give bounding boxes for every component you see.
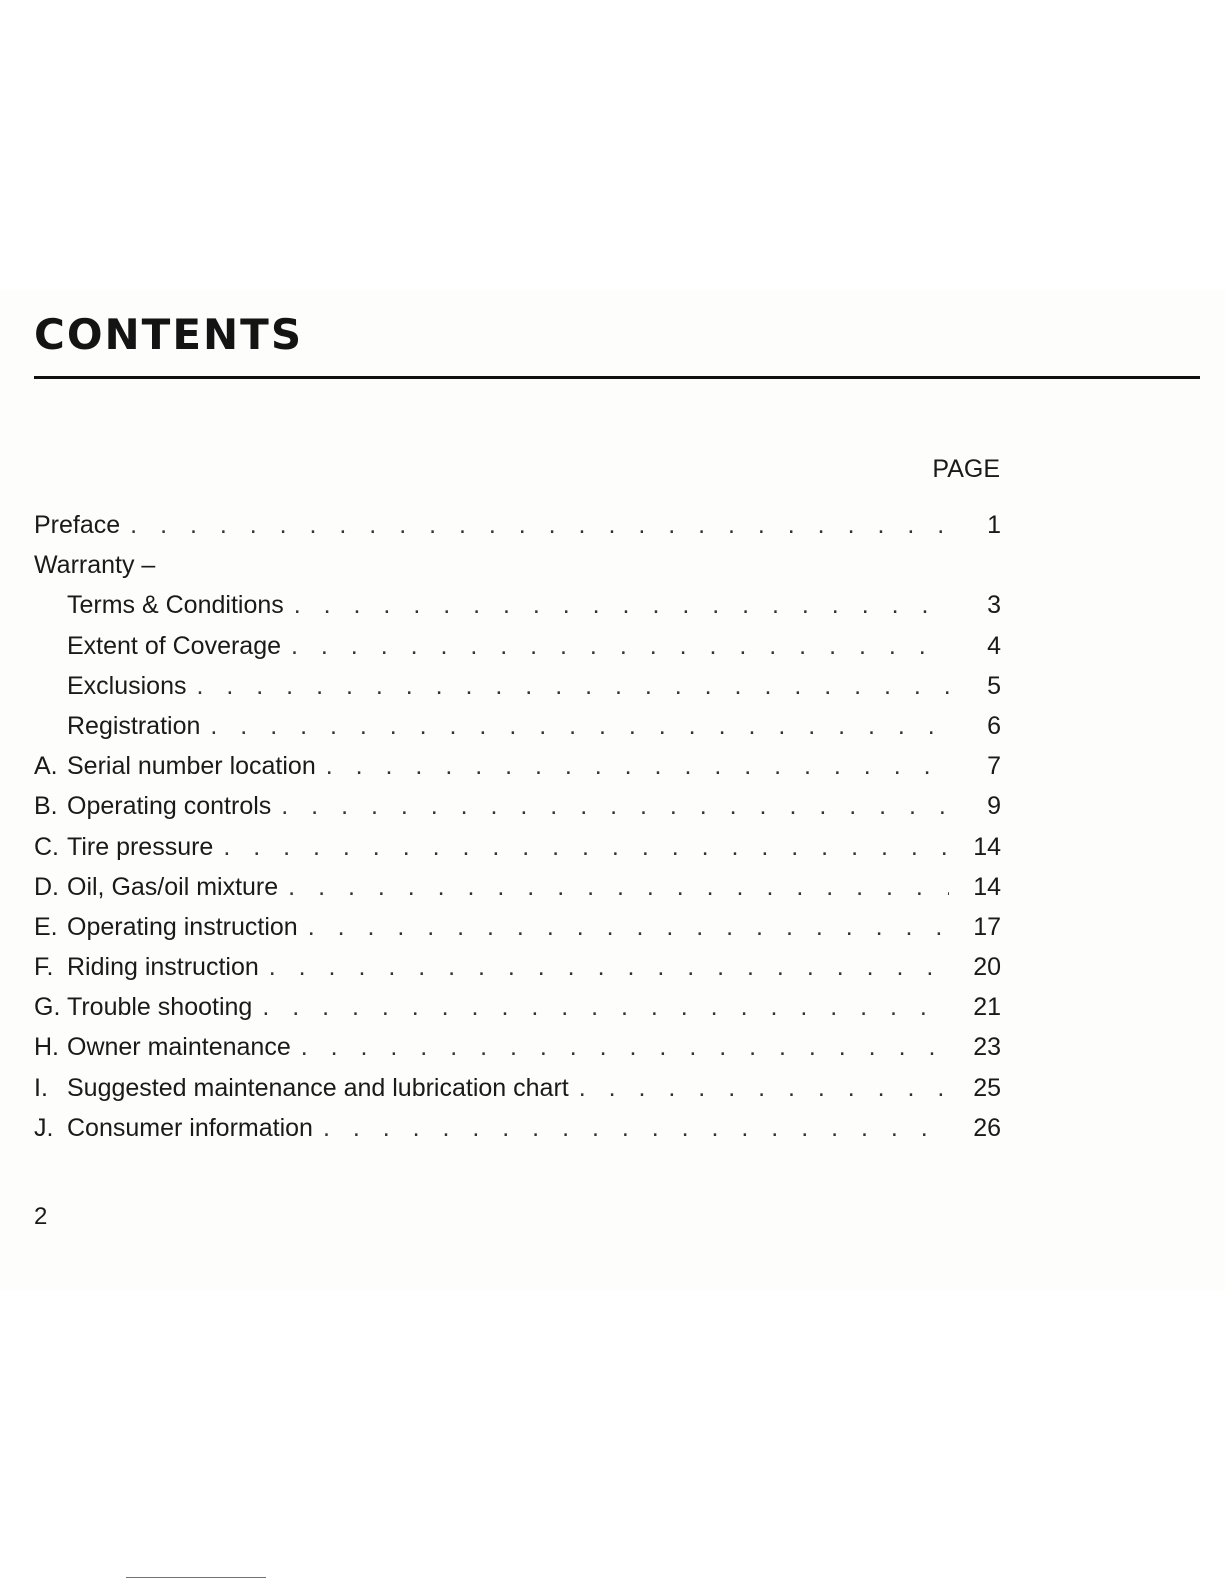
dot-leader: [269, 947, 949, 987]
toc-entry-title: Trouble shooting: [67, 993, 253, 1022]
toc-entry-letter: C.: [34, 832, 59, 861]
toc-entry-letter: I.: [34, 1073, 48, 1102]
toc-entry-page: 3: [987, 591, 1001, 620]
dot-leader: [130, 505, 949, 545]
dot-leader: [301, 1027, 949, 1067]
toc-entry-letter: B.: [34, 792, 58, 821]
toc-entry-page: 6: [987, 711, 1001, 740]
toc-entry-page: 14: [973, 872, 1001, 901]
toc-entry-g: [34, 987, 1001, 1027]
toc-entry-f: [34, 947, 1001, 987]
toc-entry-exclusions: [34, 666, 1001, 706]
toc-entry-page: 20: [973, 953, 1001, 982]
toc-entry-title: Preface: [34, 511, 121, 539]
toc-entry-warranty: [34, 545, 1001, 585]
toc-entry-title: Serial number location: [67, 752, 316, 781]
toc-entry-letter: E.: [34, 912, 58, 941]
toc-entry-e: [34, 907, 1001, 947]
toc-entry-i: [34, 1068, 1001, 1108]
dot-leader: [223, 827, 949, 867]
toc-entry-registration: [34, 706, 1001, 746]
toc-entry-letter: G.: [34, 993, 61, 1022]
toc-entry-letter: H.: [34, 1033, 59, 1062]
dot-leader: [262, 987, 949, 1027]
dot-leader: [294, 585, 949, 625]
toc-entry-letter: F.: [34, 953, 54, 982]
toc-entry-b: [34, 786, 1001, 826]
toc-entry-title: Warranty –: [34, 551, 156, 580]
toc-entry-page: 23: [973, 1033, 1001, 1062]
toc-entry-page: 1: [987, 511, 1001, 539]
toc-entry-d: [34, 867, 1001, 907]
toc-entry-title: Operating instruction: [67, 912, 298, 941]
dot-leader: [323, 1108, 949, 1148]
toc-entry-title: Extent of Coverage: [67, 631, 282, 660]
toc-entry-title: Terms & Conditions: [67, 591, 284, 620]
dot-leader: [288, 867, 949, 907]
toc-entry-c: [34, 827, 1001, 867]
toc-entry-j: [34, 1108, 1001, 1148]
toc-entry-page: 17: [973, 912, 1001, 941]
scan-underline-mark: [126, 1577, 266, 1578]
toc-entry-title: Riding instruction: [67, 953, 259, 982]
toc-entry-terms-conditions: [34, 585, 1001, 625]
toc-entry-title: Owner maintenance: [67, 1033, 291, 1062]
toc-entry-page: 5: [987, 671, 1001, 700]
page-number: 2: [34, 1203, 48, 1230]
dot-leader: [579, 1068, 949, 1108]
toc-entry-title: Suggested maintenance and lubrication chart: [67, 1073, 569, 1102]
toc-entry-page: 21: [973, 993, 1001, 1022]
dot-leader: [197, 666, 950, 706]
toc-entry-title: Registration: [67, 711, 201, 740]
dot-leader: [281, 786, 949, 826]
toc-entry-title: Consumer information: [67, 1113, 313, 1142]
toc-entry-h: [34, 1027, 1001, 1067]
toc-entry-extent-of-coverage: [34, 626, 1001, 666]
title-rule: [34, 376, 1200, 379]
dot-leader: [326, 746, 949, 786]
toc-entry-title: Exclusions: [67, 671, 187, 700]
page-title: CONTENTS: [34, 310, 304, 359]
toc-entry-letter: A.: [34, 752, 58, 781]
dot-leader: [291, 626, 949, 666]
toc-entry-page: 7: [987, 752, 1001, 781]
toc-entry-a: [34, 746, 1001, 786]
toc-entry-page: 4: [987, 631, 1001, 660]
toc-entry-letter: J.: [34, 1113, 54, 1142]
toc-entry-page: 14: [973, 832, 1001, 861]
dot-leader: [210, 706, 949, 746]
toc-entry-letter: D.: [34, 872, 59, 901]
toc-entry-title: Operating controls: [67, 792, 272, 821]
toc-entry-preface: [34, 505, 1001, 545]
toc-entry-page: 9: [987, 792, 1001, 821]
toc-entry-title: Tire pressure: [67, 832, 214, 861]
toc-entry-page: 26: [973, 1113, 1001, 1142]
toc-entry-title: Oil, Gas/oil mixture: [67, 872, 279, 901]
toc-entry-page: 25: [973, 1073, 1001, 1102]
dot-leader: [308, 907, 949, 947]
table-of-contents: [34, 505, 1001, 1148]
page-column-header: PAGE: [932, 455, 1000, 483]
